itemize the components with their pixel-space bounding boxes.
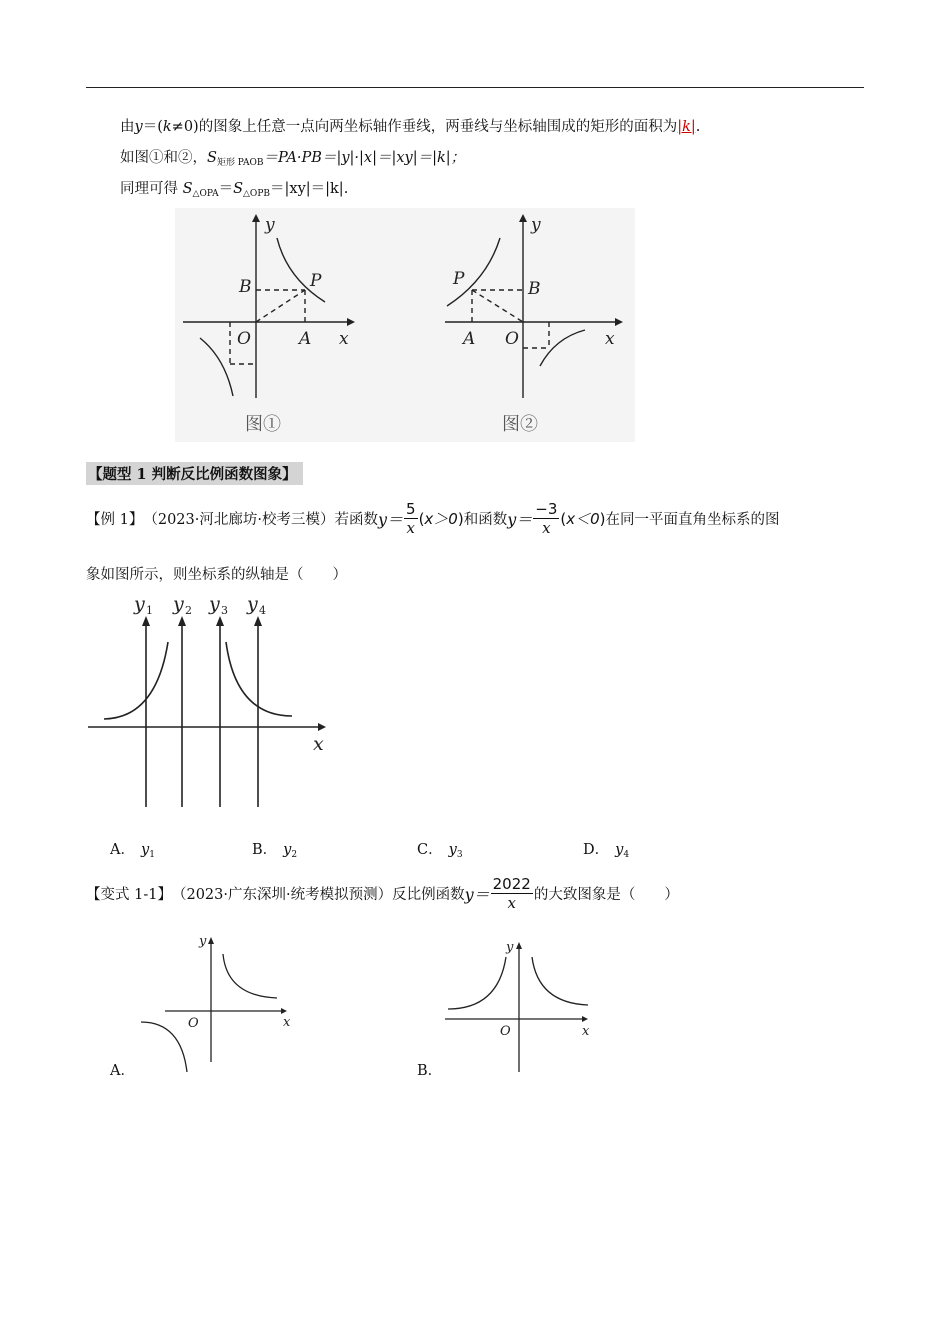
text: 同理可得 (120, 181, 183, 197)
option-var: y (283, 842, 292, 858)
denominator: x (507, 893, 516, 912)
formula-lhs: y＝ (464, 884, 490, 904)
label-y: y (506, 940, 514, 955)
option-C[interactable] (417, 838, 463, 859)
top-rule (86, 87, 864, 88)
label-P: P (310, 271, 322, 291)
label-x: x (283, 1015, 291, 1030)
text: ＝( (142, 119, 163, 135)
label-y: y (199, 934, 207, 949)
example-tag: 【例 1】 (86, 511, 144, 528)
label-y1: y (134, 593, 145, 615)
text: 由 (120, 119, 135, 135)
curve-q3 (141, 1022, 187, 1072)
denominator: x (542, 518, 551, 537)
graph-option-A (135, 928, 300, 1078)
text: ＝ (218, 181, 234, 197)
curve-q1 (532, 957, 588, 1005)
sub-4: 4 (259, 604, 266, 617)
option-A[interactable] (110, 838, 155, 859)
var-S: S (207, 150, 217, 166)
curve-left (104, 642, 168, 719)
label-B: B (528, 279, 541, 299)
option-sub: 1 (149, 850, 155, 860)
intro-line-1 (120, 115, 700, 136)
condition: (x＞0) (418, 509, 464, 528)
variant-tag: 【变式 1-1】 (86, 886, 172, 903)
var-k: k (162, 119, 172, 135)
label-x: x (313, 733, 324, 755)
variant-option-A[interactable]: A． (110, 1063, 135, 1079)
var-S: S (233, 181, 244, 197)
example-source: （2023·河北廊坊·校考三模）若函数 (143, 511, 378, 528)
example1-line-2: 象如图所示，则坐标系的纵轴是（ ） (86, 567, 347, 583)
option-letter: D． (583, 842, 610, 858)
label-A: A (463, 329, 476, 349)
label-y2: y (173, 593, 184, 615)
fraction-5-over-x (404, 500, 418, 537)
text: 和函数 (463, 511, 508, 528)
label-y4: y (247, 593, 258, 615)
text: ＝|xy|＝|k|. (270, 181, 349, 197)
text: . (695, 119, 701, 135)
variant-option-B[interactable]: B． (417, 1063, 443, 1079)
label-x: x (339, 329, 349, 349)
formula-lhs: y＝ (507, 509, 533, 529)
formula-lhs: y＝ (377, 509, 404, 529)
option-sub: 4 (623, 850, 630, 860)
fraction-2022-over-x (491, 875, 533, 912)
text: 的大致图象是（ ） (533, 886, 679, 903)
condition-text: x＞0 (424, 509, 458, 528)
var-y: y (134, 119, 143, 135)
abs-k-highlight: |k| (677, 119, 696, 135)
label-P: P (453, 269, 465, 289)
option-letter: A． (110, 842, 135, 858)
label-y: y (265, 215, 275, 235)
graph-option-B (440, 935, 600, 1075)
label-y3: y (209, 593, 220, 615)
option-letter: C． (417, 842, 443, 858)
sub-1: 1 (146, 604, 153, 617)
condition: (x＜0) (560, 509, 606, 528)
option-B[interactable] (252, 838, 297, 859)
label-B: B (239, 277, 252, 297)
curve-q1 (223, 954, 277, 998)
caption-fig2: 图② (502, 414, 538, 435)
option-letter: B． (252, 842, 278, 858)
variant1-line (86, 870, 679, 916)
figure-four-axes (86, 590, 336, 815)
numerator: 2022 (492, 874, 531, 893)
sub-3: 3 (221, 604, 228, 617)
option-sub: 2 (291, 850, 298, 860)
text: 在同一平面直角坐标系的图 (605, 511, 780, 528)
text: ＝PA·PB＝|y|·|x|＝|xy|＝|k|； (263, 150, 466, 166)
section-title: 【题型 1 判断反比例函数图象】 (86, 462, 303, 485)
variant-source: （2023·广东深圳·统考模拟预测）反比例函数 (171, 886, 465, 903)
label-A: A (299, 329, 312, 349)
fraction-neg3-over-x (533, 500, 559, 537)
sub-2: 2 (185, 604, 192, 617)
var-S: S (182, 181, 193, 197)
label-O: O (500, 1024, 511, 1039)
curve-right (226, 642, 292, 716)
label-O: O (188, 1016, 199, 1031)
label-O: O (237, 329, 251, 349)
label-x: x (605, 329, 615, 349)
numerator: 5 (406, 499, 416, 518)
label-y: y (531, 215, 541, 235)
curve-q2 (448, 957, 506, 1009)
label-O: O (505, 329, 519, 349)
intro-line-3 (120, 177, 348, 198)
figure-hyperbola-rectangles (175, 208, 635, 442)
example1-line-1 (86, 496, 780, 540)
subscript: 矩形 PAOB (216, 158, 264, 168)
figure-background (175, 208, 635, 442)
option-var: y (140, 842, 150, 858)
option-var: y (448, 842, 457, 858)
option-D[interactable] (583, 838, 629, 859)
option-var: y (615, 842, 624, 858)
numerator: −3 (535, 499, 558, 518)
text: ≠0)的图象上任意一点向两坐标轴作垂线，两垂线与坐标轴围成的矩形的面积为 (171, 119, 678, 135)
denominator: x (406, 518, 416, 537)
intro-line-2 (120, 146, 465, 167)
caption-fig1: 图① (245, 414, 281, 435)
subscript: △OPB (243, 189, 270, 199)
label-x: x (582, 1024, 590, 1039)
option-sub: 3 (456, 850, 463, 860)
subscript: △OPA (192, 189, 219, 199)
text: 如图①和②， (120, 150, 207, 166)
condition-text: x＜0 (566, 509, 600, 528)
